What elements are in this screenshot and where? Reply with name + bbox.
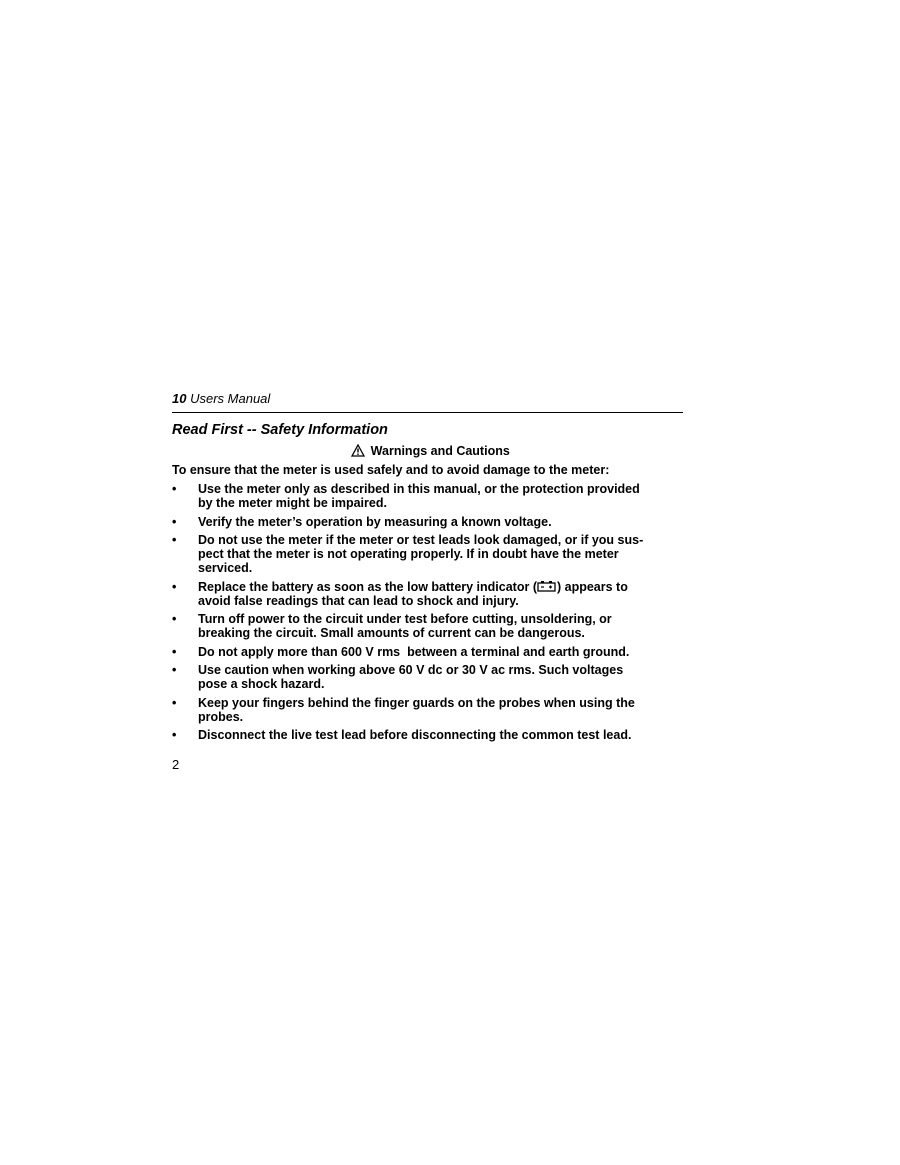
- header-divider: [172, 412, 683, 413]
- item-text: breaking the circuit. Small amounts of current can be dangerous.: [198, 626, 585, 640]
- item-text: pose a shock hazard.: [198, 677, 325, 691]
- battery-icon: [537, 581, 557, 592]
- item-text: Replace the battery as soon as the low battery indicator (: [198, 579, 537, 594]
- list-item: [172, 612, 673, 640]
- item-text: Do not apply more than 600 V rms between a terminal and earth ground.: [198, 644, 630, 659]
- item-text: Turn off power to the circuit under test before cutting, unsoldering, or: [198, 612, 612, 626]
- list-item: [172, 533, 673, 575]
- bullet-marker: •: [172, 663, 177, 677]
- bullet-marker: •: [172, 482, 177, 496]
- manual-page: [172, 391, 683, 773]
- list-item: [172, 580, 673, 608]
- item-text: by the meter might be impaired.: [198, 496, 387, 510]
- bullet-marker: •: [172, 533, 177, 547]
- item-text: ) appears to: [556, 579, 628, 594]
- item-text: Use the meter only as described in this manual, or the protection provided: [198, 482, 640, 496]
- bullet-marker: •: [172, 695, 177, 710]
- bullet-marker: •: [172, 579, 177, 594]
- bullet-marker: •: [172, 644, 177, 659]
- bullet-marker: •: [172, 514, 177, 529]
- intro-text: To ensure that the meter is used safely and to avoid damage to the meter:: [172, 463, 610, 477]
- page-number: 2: [172, 757, 180, 772]
- bullet-marker: •: [172, 728, 177, 742]
- item-text: probes.: [198, 709, 244, 724]
- model-number: 10: [172, 391, 187, 406]
- item-text: serviced.: [198, 561, 253, 575]
- item-text: Do not use the meter if the meter or test leads look damaged, or if you sus-: [198, 533, 644, 547]
- list-item: [172, 515, 673, 529]
- list-item: [172, 645, 673, 659]
- manual-title: Users Manual: [190, 391, 271, 406]
- safety-list: [172, 482, 683, 742]
- running-header: [172, 391, 683, 407]
- list-item: [172, 663, 673, 691]
- bullet-marker: •: [172, 612, 177, 626]
- warning-heading: [172, 443, 683, 459]
- item-text: pect that the meter is not operating properly. If in doubt have the meter: [198, 547, 619, 561]
- warning-triangle-icon: [351, 444, 365, 457]
- item-text: Use caution when working above 60 V dc or 30 V ac rms. Such voltages: [198, 663, 624, 677]
- list-item: [172, 696, 673, 724]
- warning-heading-text: Warnings and Cautions: [370, 444, 510, 458]
- item-text: Verify the meter’s operation by measuring a known voltage.: [198, 514, 552, 529]
- list-item: [172, 728, 673, 742]
- section-title: Read First -- Safety Information: [172, 422, 388, 438]
- item-text: Keep your fingers behind the finger guards on the probes when using the: [198, 695, 635, 710]
- item-text: Disconnect the live test lead before disconnecting the common test lead.: [198, 728, 632, 742]
- list-item: [172, 482, 673, 510]
- item-text: avoid false readings that can lead to shock and injury.: [198, 593, 519, 608]
